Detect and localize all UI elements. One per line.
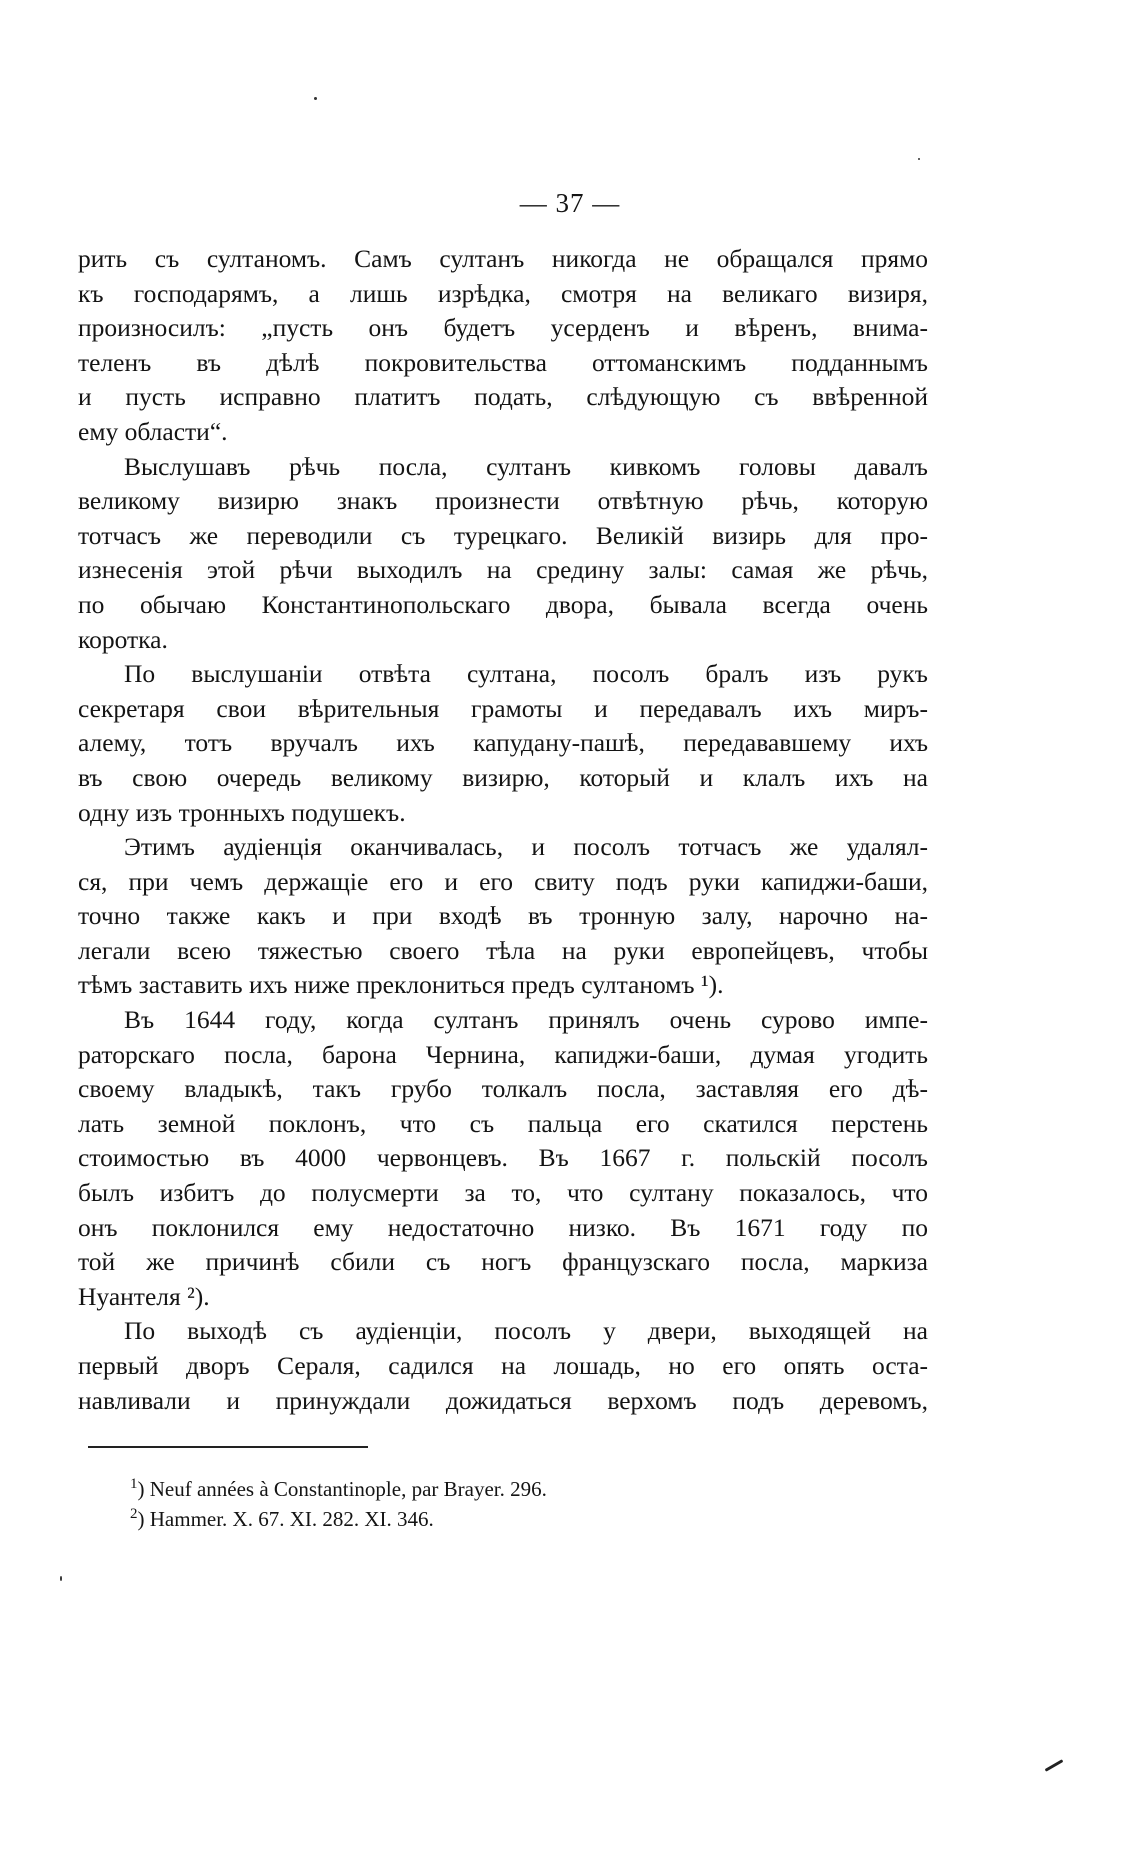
text-line: коротка.: [78, 624, 168, 654]
text-line: произносилъ: „пусть онъ будетъ усерденъ и вѣренъ, внима-: [78, 313, 928, 343]
ink-speck: [60, 1576, 62, 1581]
text-line: въ свою очередь великому визирю, который и клалъ ихъ на: [78, 762, 928, 792]
text-line: и пусть исправно платитъ подать, слѣдующую съ ввѣренной: [78, 382, 928, 412]
text-line: изнесенія этой рѣчи выходилъ на средину залы: самая же рѣчь,: [78, 555, 928, 585]
text-line: по обычаю Константинопольскаго двора, бывала всегда очень: [78, 589, 928, 619]
footnote-text: ) Neuf années à Constantinople, par Brayer. 296.: [137, 1477, 547, 1501]
page-number: — 37 —: [519, 188, 621, 218]
text-line: былъ избитъ до полусмерти за то, что султану показалось, что: [78, 1178, 928, 1208]
text-line: стоимостью въ 4000 червонцевъ. Въ 1667 г. польскій посолъ: [78, 1143, 928, 1173]
text-line: алему, тотъ вручалъ ихъ капудану-пашѣ, передававшему ихъ: [78, 728, 928, 758]
text-line: Въ 1644 году, когда султанъ принялъ очень сурово импе-: [124, 1005, 928, 1035]
text-line: навливали и принуждали дожидаться верхомъ подъ деревомъ,: [78, 1385, 928, 1415]
body-text: [78, 242, 928, 1418]
text-line: раторскаго посла, барона Чернина, капиджи-баши, думая угодить: [78, 1039, 928, 1069]
text-line: своему владыкѣ, такъ грубо толкалъ посла, заставляя его дѣ-: [78, 1074, 928, 1104]
footnote-divider: [88, 1446, 368, 1448]
text-line: лать земной поклонъ, что съ пальца его скатился перстень: [78, 1108, 928, 1138]
text-line: рить съ султаномъ. Самъ султанъ никогда не обращался прямо: [78, 244, 928, 273]
text-line: Выслушавъ рѣчь посла, султанъ кивкомъ головы давалъ: [124, 451, 928, 481]
text-line: ся, при чемъ держащіе его и его свиту подъ руки капиджи-баши,: [78, 866, 928, 896]
text-line: къ господарямъ, а лишь изрѣдка, смотря на великаго визиря,: [78, 278, 928, 308]
ink-speck: [918, 158, 920, 160]
footnote-marker: 1: [130, 1476, 138, 1492]
pen-mark: [1045, 1759, 1064, 1772]
footnote-text: ) Hammer. X. 67. XI. 282. XI. 346.: [137, 1507, 434, 1531]
text-line: Этимъ аудіенція оканчивалась, и посолъ тотчасъ же удалял-: [124, 832, 928, 862]
text-line: первый дворъ Сераля, садился на лошадь, но его опять оста-: [78, 1351, 928, 1380]
footnote-2: [130, 1504, 890, 1534]
text-line: тотчасъ же переводили съ турецкаго. Великій визирь для про-: [78, 520, 928, 550]
footnote-1: [130, 1474, 890, 1504]
ink-speck: [314, 97, 317, 100]
footnotes: [130, 1474, 890, 1534]
text-line: точно также какъ и при входѣ въ тронную залу, нарочно на-: [78, 901, 928, 931]
text-line: онъ поклонился ему недостаточно низко. Въ 1671 году по: [78, 1212, 928, 1242]
text-line: теленъ въ дѣлѣ покровительства оттоманскимъ подданнымъ: [78, 347, 928, 377]
text-line: тѣмъ заставить ихъ ниже преклониться предъ султаномъ ¹).: [78, 970, 724, 1000]
text-line: той же причинѣ сбили съ ногъ французскаго посла, маркиза: [78, 1247, 928, 1277]
text-line: ему области“.: [78, 416, 228, 446]
footnote-marker: 2: [130, 1506, 138, 1522]
text-line: Нуантеля ²).: [78, 1281, 210, 1311]
text-line: великому визирю знакъ произнести отвѣтную рѣчь, которую: [78, 486, 928, 516]
text-line: одну изъ тронныхъ подушекъ.: [78, 797, 406, 827]
text-line: По выходѣ съ аудіенціи, посолъ у двери, выходящей на: [124, 1316, 928, 1346]
text-line: секретаря свои вѣрительныя грамоты и передавалъ ихъ миръ-: [78, 693, 928, 723]
text-line: легали всею тяжестью своего тѣла на руки европейцевъ, чтобы: [78, 935, 928, 965]
text-line: По выслушаніи отвѣта султана, посолъ бралъ изъ рукъ: [124, 659, 928, 689]
